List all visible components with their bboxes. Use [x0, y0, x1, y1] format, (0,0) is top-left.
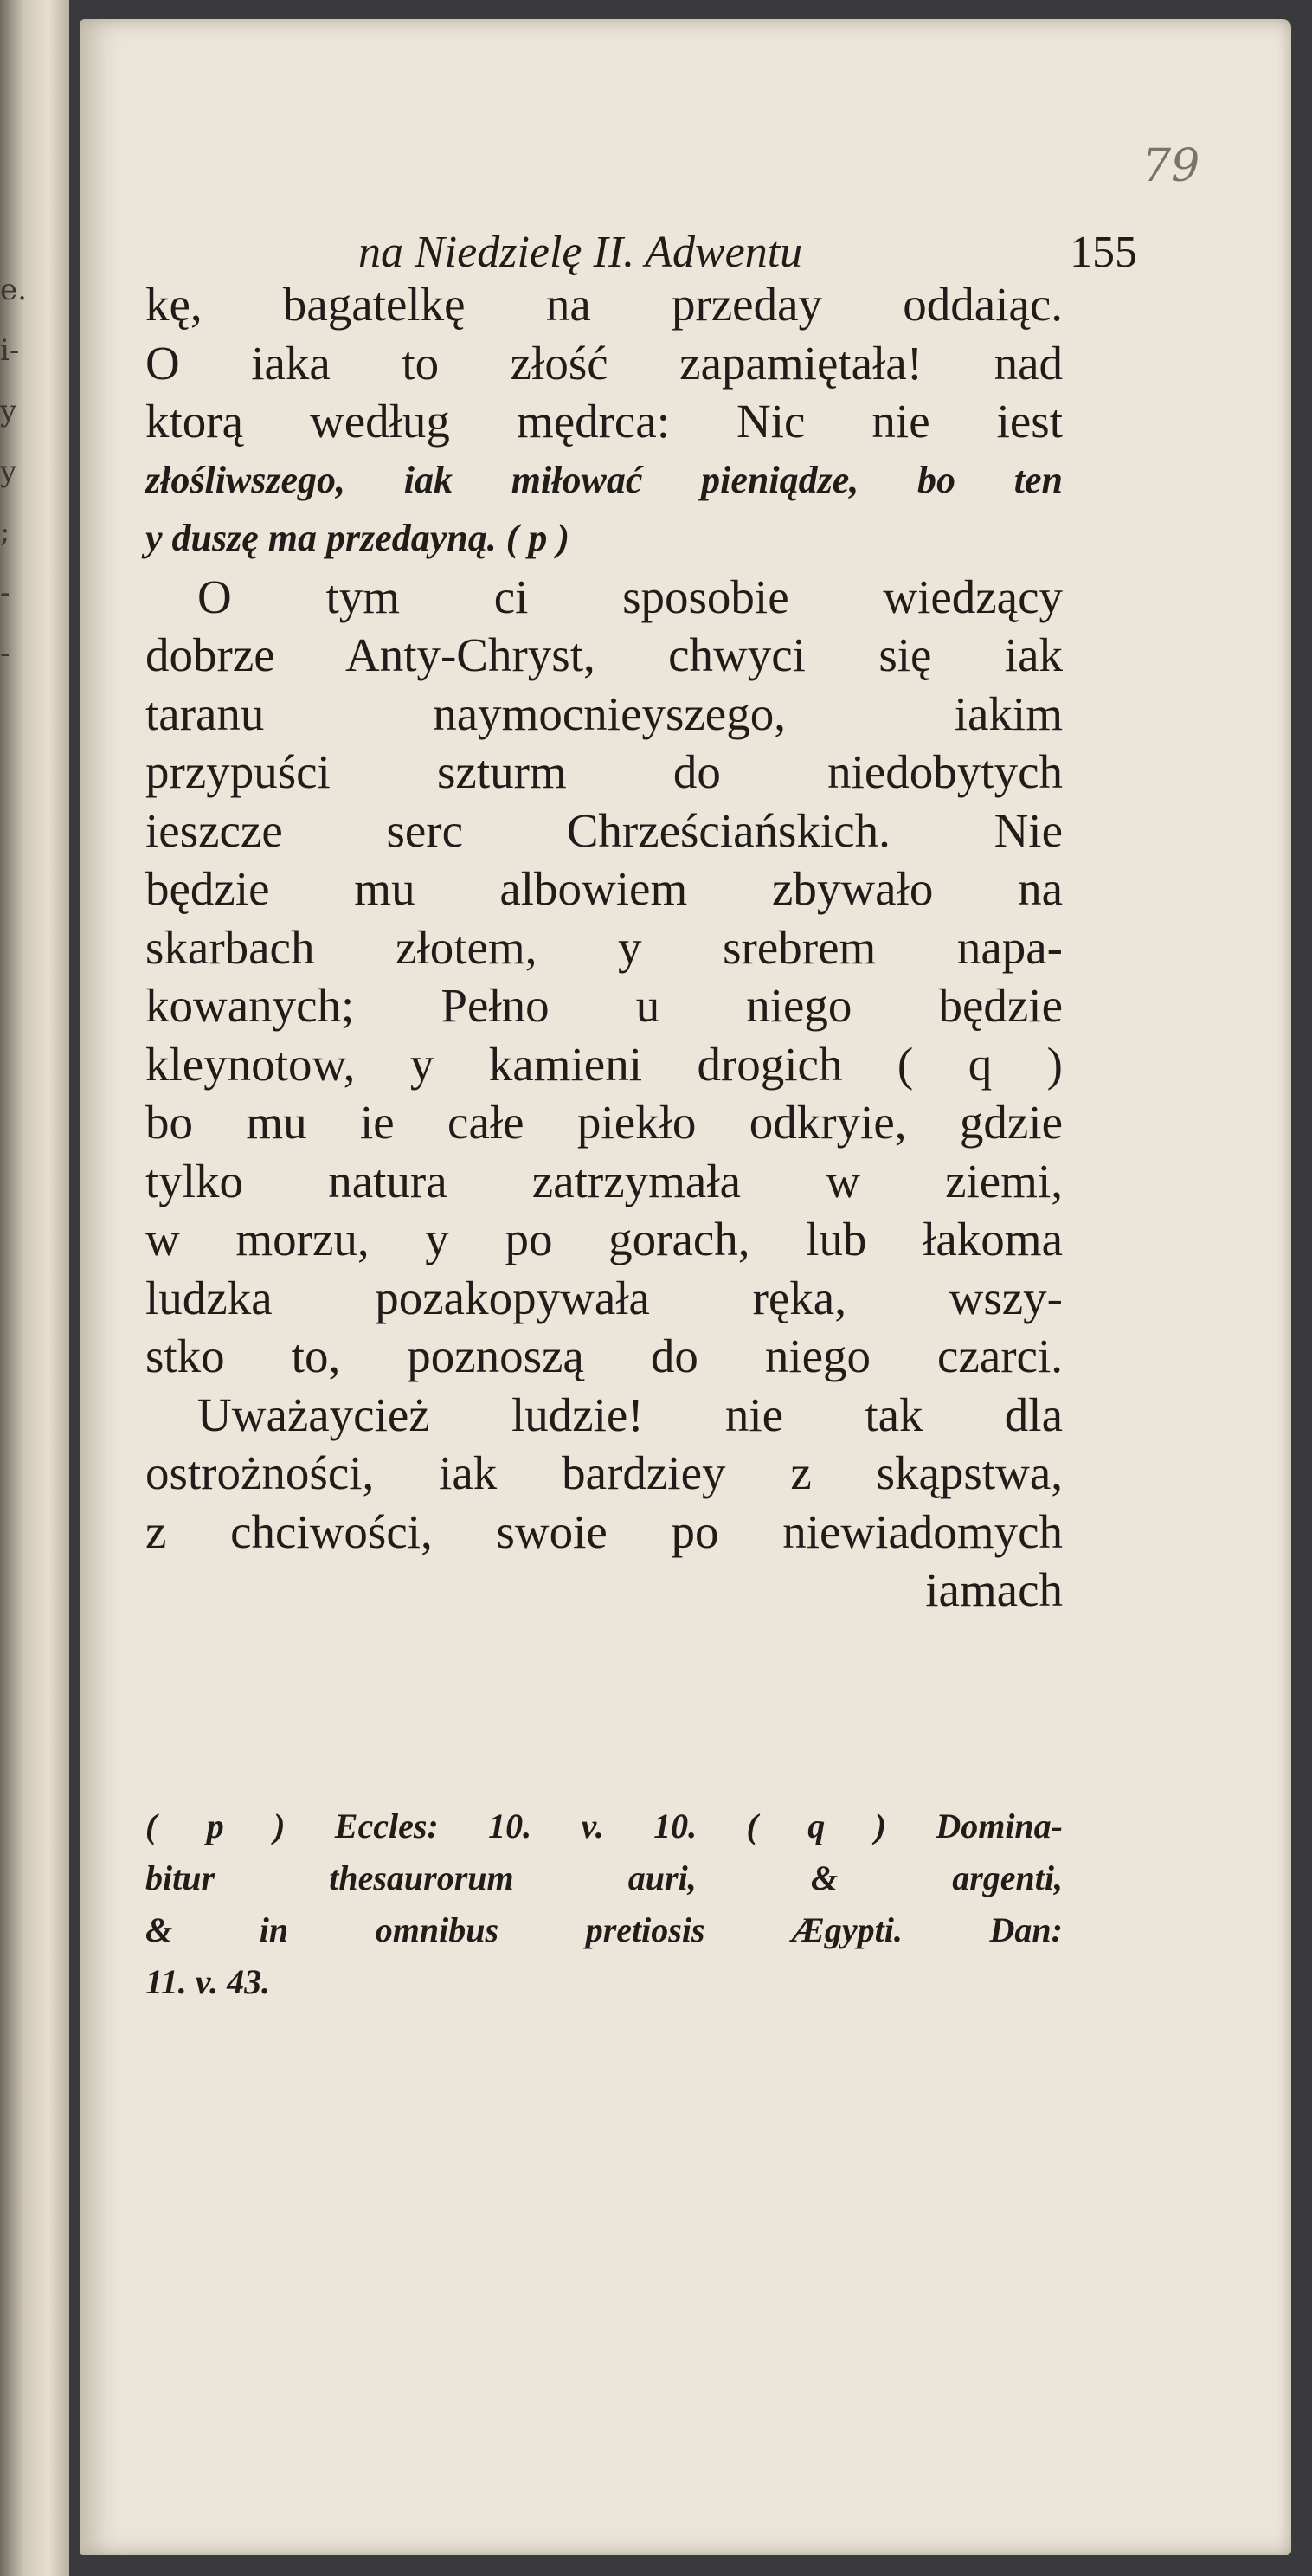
text-line: złośliwszego, iak miłować pieniądze, bo ten	[145, 458, 1063, 501]
text-line: przypuści szturm do niedobytych	[145, 745, 1063, 798]
running-head	[358, 227, 1137, 278]
footnote-line: bitur thesaurorum auri, & argenti,	[145, 1858, 1063, 1897]
text-line: stko to, poznoszą do niego czarci.	[145, 1330, 1063, 1382]
text-line: O iaka to złość zapamiętała! nad	[145, 336, 1063, 390]
footnote-line: 11. v. 43.	[145, 1962, 271, 2001]
facing-page-fragment: y	[0, 454, 17, 489]
facing-page-fragment: ;	[0, 515, 10, 550]
text-line: ludzka pozakopywała ręka, wszy-	[145, 1271, 1063, 1324]
text-line: kleynotow, y kamieni drogich ( q )	[145, 1037, 1063, 1091]
facing-page-fragment: e.	[0, 273, 27, 307]
running-head-title: na Niedzielę II. Adwentu	[358, 228, 803, 277]
text-line: kowanych; Pełno u niego będzie	[145, 979, 1063, 1032]
text-line: kę, bagatelkę na przeday oddaiąc.	[145, 278, 1063, 331]
facing-page-fragment: i-	[0, 333, 20, 368]
body-text	[145, 275, 1063, 1620]
text-line: y duszę ma przedayną. ( p )	[145, 517, 570, 559]
catchword: iamach	[925, 1563, 1063, 1616]
handwritten-folio-number: 79	[1142, 140, 1200, 192]
footnote-line: ( p ) Eccles: 10. v. 10. ( q ) Domina-	[145, 1806, 1063, 1845]
text-line: O tym ci sposobie wiedzący	[197, 570, 1063, 623]
footnote-line: & in omnibus pretiosis Ægypti. Dan:	[145, 1910, 1063, 1949]
text-line: tylko natura zatrzymała w ziemi,	[145, 1154, 1063, 1208]
facing-page-fragment: -	[0, 576, 10, 610]
facing-page-fragment: y	[0, 394, 17, 428]
text-line: będzie mu albowiem zbywało na	[145, 862, 1063, 915]
text-line: w morzu, y po gorach, lub łakoma	[145, 1213, 1063, 1265]
text-line: bo mu ie całe piekło odkryie, gdzie	[145, 1096, 1063, 1149]
facing-page-fragment: -	[0, 636, 10, 671]
text-line: skarbach złotem, y srebrem napa-	[145, 920, 1063, 974]
footnotes	[145, 1800, 1063, 2008]
text-line: Uważaycież ludzie! nie tak dla	[197, 1388, 1063, 1441]
text-line: dobrze Anty-Chryst, chwyci się iak	[145, 628, 1063, 681]
page-number: 155	[1070, 228, 1137, 277]
text-line: ieszcze serc Chrześciańskich. Nie	[145, 803, 1063, 857]
text-line: taranu naymocnieyszego, iakim	[145, 686, 1063, 740]
text-line: z chciwości, swoie po niewiadomych	[145, 1504, 1063, 1558]
facing-page-fragments	[0, 260, 35, 684]
text-line: ktorą według mędrca: Nic nie iest	[145, 395, 1063, 448]
text-line: ostrożności, iak bardziey z skąpstwa,	[145, 1446, 1063, 1499]
